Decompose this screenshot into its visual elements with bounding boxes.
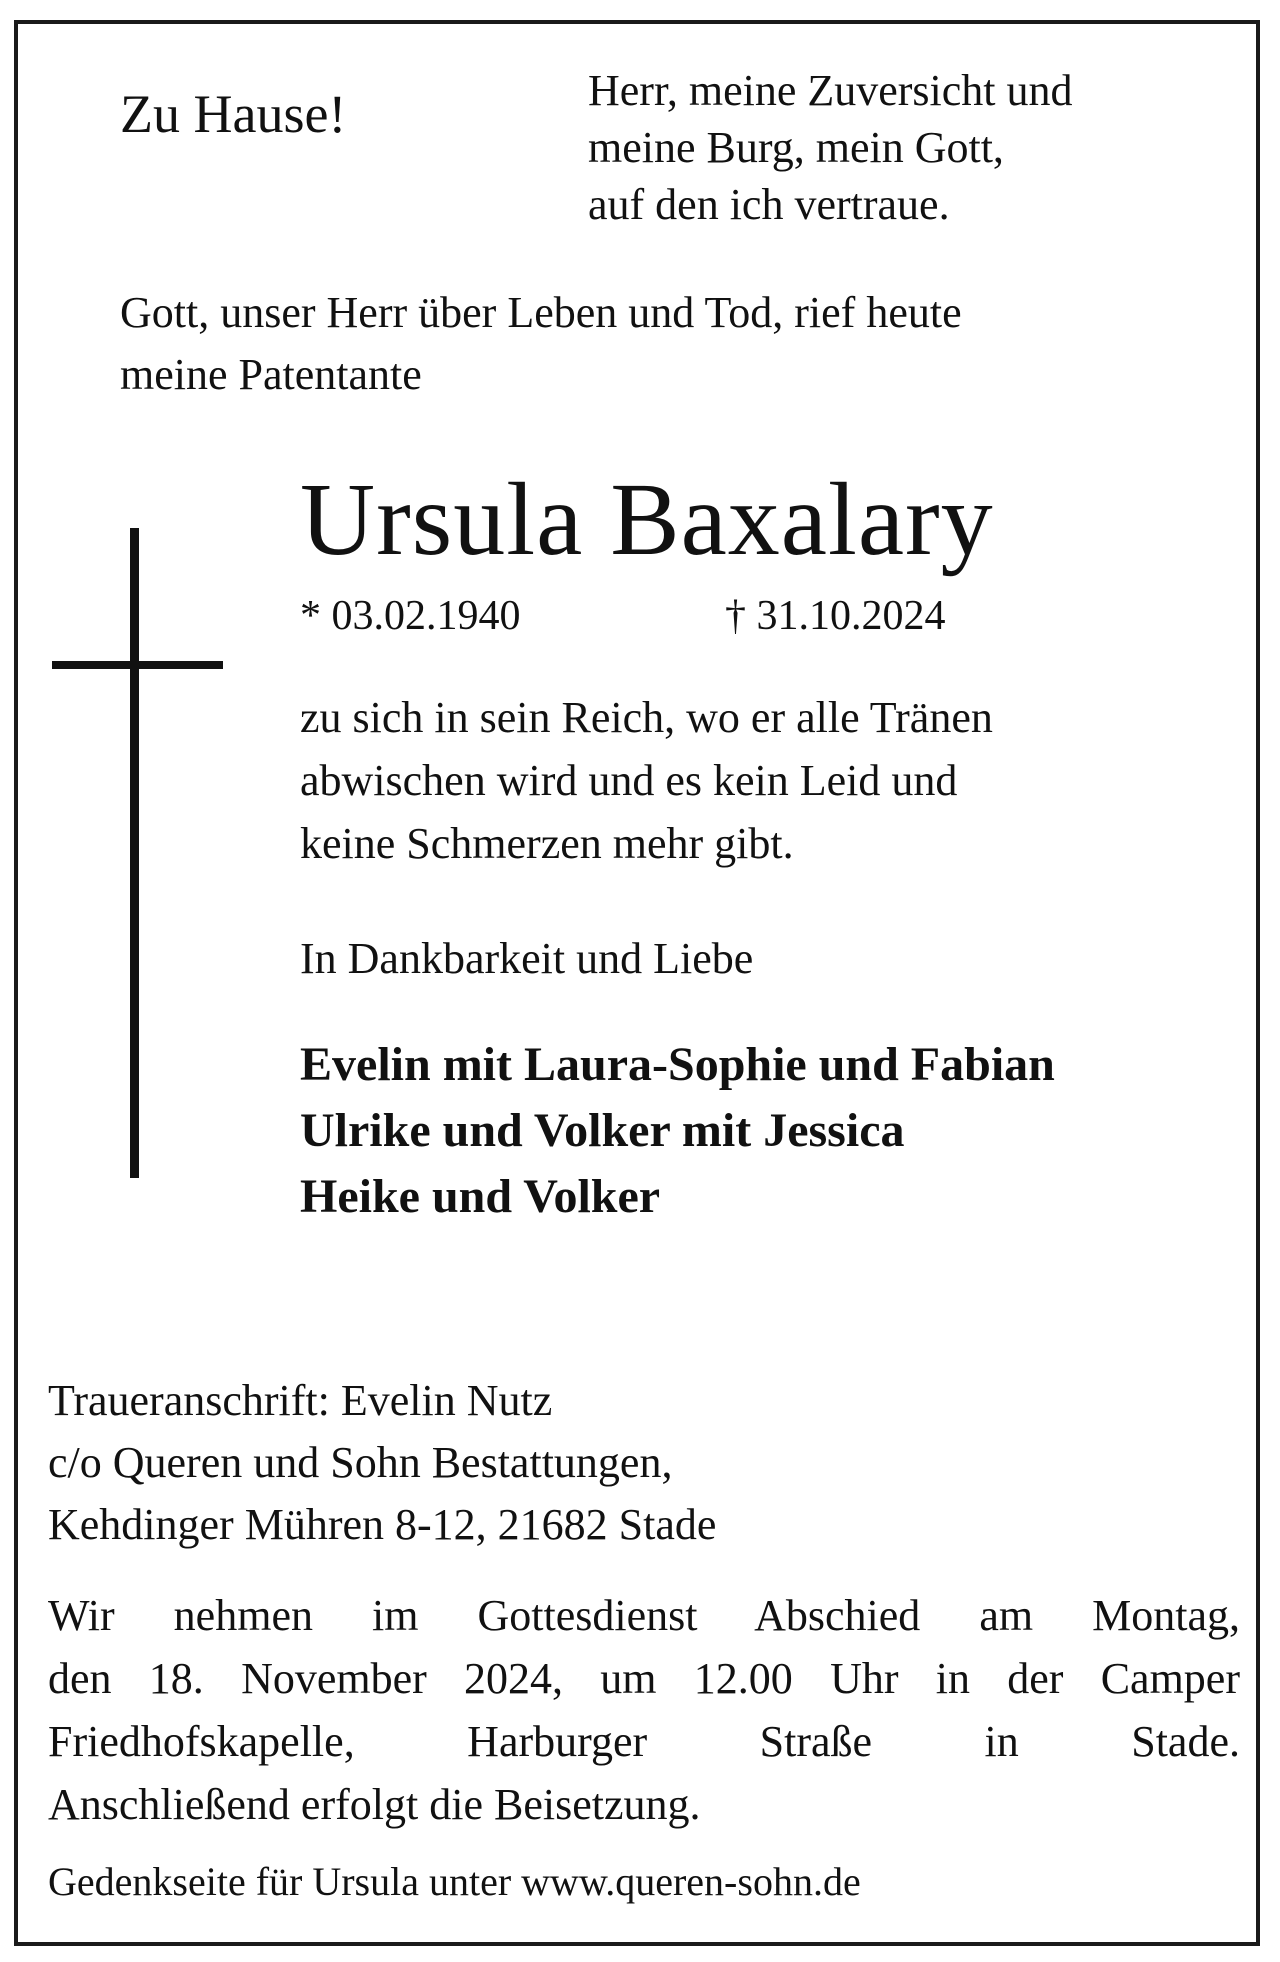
intro-line: meine Patentante <box>120 350 422 399</box>
service-details <box>48 1584 1240 1836</box>
service-line: den 18. November 2024, um 12.00 Uhr in der Camper <box>48 1654 1240 1703</box>
intro-text <box>120 282 962 406</box>
address-line: Traueranschrift: Evelin Nutz <box>48 1376 553 1425</box>
death-date: † 31.10.2024 <box>725 593 946 639</box>
kingdom-text <box>300 686 993 875</box>
gratitude-line: In Dankbarkeit und Liebe <box>300 934 754 983</box>
kingdom-line: abwischen wird und es kein Leid und <box>300 756 958 805</box>
service-line: Wir nehmen im Gottesdienst Abschied am Montag, <box>48 1591 1240 1640</box>
psalm-line: Herr, meine Zuversicht und <box>588 66 1073 115</box>
service-line: Friedhofskapelle, Harburger Straße in Stade. <box>48 1717 1240 1766</box>
mourners-list <box>300 1032 1055 1230</box>
mourning-address <box>48 1370 716 1556</box>
cross-icon <box>130 528 139 1178</box>
address-line: c/o Queren und Sohn Bestattungen, <box>48 1438 673 1487</box>
cross-icon-bar <box>52 661 223 669</box>
psalm-line: auf den ich vertraue. <box>588 180 950 229</box>
deceased-name: Ursula Baxalary <box>300 462 994 577</box>
mourner-line: Heike und Volker <box>300 1170 661 1223</box>
mourner-line: Evelin mit Laura-Sophie und Fabian <box>300 1038 1055 1091</box>
intro-line: Gott, unser Herr über Leben und Tod, rief heute <box>120 288 962 337</box>
kingdom-line: zu sich in sein Reich, wo er alle Tränen <box>300 693 993 742</box>
memorial-page-link[interactable]: Gedenkseite für Ursula unter www.queren-sohn.de <box>48 1859 861 1904</box>
psalm-quote <box>588 62 1073 233</box>
address-line: Kehdinger Mühren 8-12, 21682 Stade <box>48 1500 717 1549</box>
service-line: Anschließend erfolgt die Beisetzung. <box>48 1780 701 1829</box>
heading: Zu Hause! <box>120 84 347 144</box>
kingdom-line: keine Schmerzen mehr gibt. <box>300 819 794 868</box>
psalm-line: meine Burg, mein Gott, <box>588 123 1004 172</box>
mourner-line: Ulrike und Volker mit Jessica <box>300 1104 905 1157</box>
birth-date: * 03.02.1940 <box>300 593 521 639</box>
